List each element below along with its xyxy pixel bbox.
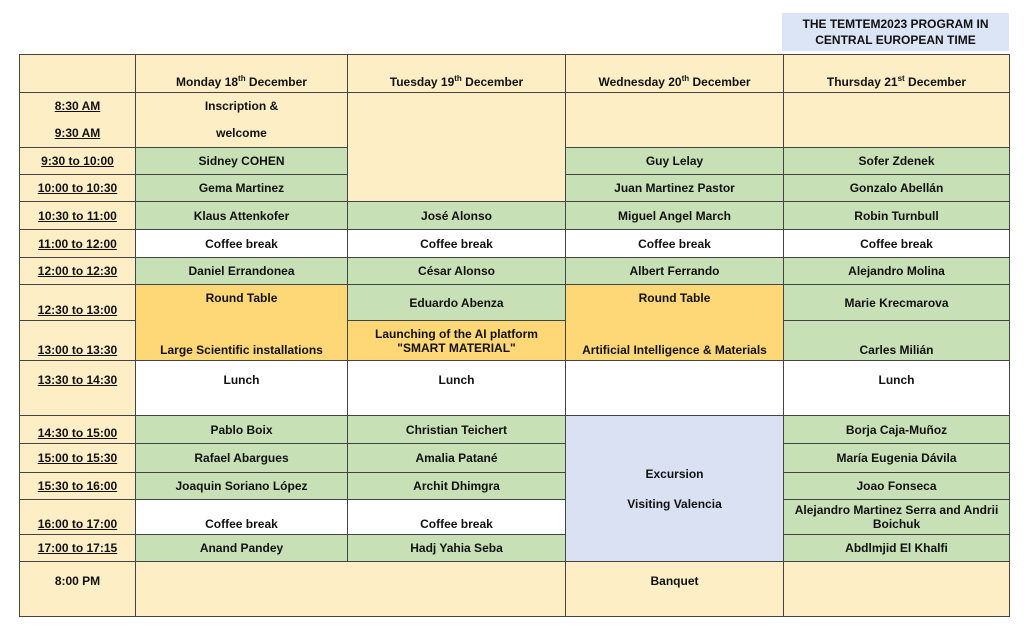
thursday-session: Joao Fonseca [784,473,1010,500]
monday-session: Klaus Attenkofer [136,202,348,230]
wednesday-excursion [566,416,784,562]
time-cell: 10:30 to 11:00 [20,202,136,230]
thursday-session: Marie Krecmarova [784,285,1010,321]
wednesday-session: Albert Ferrando [566,258,784,285]
monday-session: Joaquin Soriano López [136,473,348,500]
schedule-table [19,54,1010,617]
monday-session: Sidney COHEN [136,148,348,175]
time-cell: 11:00 to 12:00 [20,230,136,258]
monday-session: Daniel Errandonea [136,258,348,285]
thursday-session: Alejandro Molina [784,258,1010,285]
table-row [20,535,1010,562]
thursday-session: Alejandro Martinez Serra and Andrii Boichuk [784,500,1010,535]
tuesday-ai-launch: Launching of the AI platform "SMART MATERIAL" [348,321,566,361]
banner-line-1: THE TEMTEM2023 PROGRAM IN [802,17,989,31]
round-table-label: Round Table [638,291,711,305]
program-banner [782,13,1009,51]
thursday-session: Carles Milián [784,321,1010,361]
wednesday-morning-empty [566,93,784,148]
time-cell: 8:30 AM 9:30 AM [20,93,136,148]
round-table-topic: Large Scientific installations [160,343,323,357]
monday-inscription: Inscription & welcome [136,93,348,148]
table-row [20,230,1010,258]
thursday-session: Sofer Zdenek [784,148,1010,175]
table-row [20,361,1010,416]
tuesday-lunch: Lunch [348,361,566,416]
thursday-coffee-break: Coffee break [784,230,1010,258]
table-row [20,500,1010,535]
day-header-thursday: Thursday 21st December [784,55,1010,93]
thursday-evening-empty [784,562,1010,617]
wednesday-session: Juan Martinez Pastor [566,175,784,202]
table-row [20,285,1010,321]
monday-lunch: Lunch [136,361,348,416]
day-header-monday: Monday 18th December [136,55,348,93]
monday-session: Pablo Boix [136,416,348,444]
table-row [20,562,1010,617]
monday-round-table [136,285,348,361]
table-row [20,93,1010,148]
time-cell: 10:00 to 10:30 [20,175,136,202]
time-cell: 14:30 to 15:00 [20,416,136,444]
thursday-session: Borja Caja-Muñoz [784,416,1010,444]
banner-line-2: CENTRAL EUROPEAN TIME [815,33,976,47]
day-header-wednesday: Wednesday 20th December [566,55,784,93]
table-row [20,473,1010,500]
thursday-session: Abdlmjid El Khalfi [784,535,1010,562]
wednesday-banquet: Banquet [566,562,784,617]
time-cell: 13:00 to 13:30 [20,321,136,361]
tuesday-session: Amalia Patané [348,444,566,473]
wednesday-lunch-empty [566,361,784,416]
thursday-session: Gonzalo Abellán [784,175,1010,202]
monday-coffee-break: Coffee break [136,230,348,258]
time-cell: 13:30 to 14:30 [20,361,136,416]
table-row [20,416,1010,444]
tuesday-session: José Alonso [348,202,566,230]
wednesday-session: Guy Lelay [566,148,784,175]
time-cell: 15:30 to 16:00 [20,473,136,500]
thursday-session: Robin Turnbull [784,202,1010,230]
day-header-tuesday: Tuesday 19th December [348,55,566,93]
time-cell: 12:00 to 12:30 [20,258,136,285]
tuesday-session: Christian Teichert [348,416,566,444]
time-cell: 12:30 to 13:00 [20,285,136,321]
monday-session: Rafael Abargues [136,444,348,473]
time-cell: 15:00 to 15:30 [20,444,136,473]
header-row [20,55,1010,93]
excursion-detail: Visiting Valencia [627,496,722,511]
table-row [20,202,1010,230]
tuesday-session: César Alonso [348,258,566,285]
tuesday-morning-empty [348,93,566,202]
evening-empty [136,562,566,617]
wednesday-session: Miguel Angel March [566,202,784,230]
excursion-label: Excursion [645,466,704,481]
thursday-morning-empty [784,93,1010,148]
time-cell: 17:00 to 17:15 [20,535,136,562]
header-corner [20,55,136,93]
table-row [20,258,1010,285]
thursday-session: María Eugenia Dávila [784,444,1010,473]
thursday-lunch: Lunch [784,361,1010,416]
table-row [20,444,1010,473]
monday-coffee-break: Coffee break [136,500,348,535]
time-cell: 9:30 to 10:00 [20,148,136,175]
tuesday-session: Eduardo Abenza [348,285,566,321]
tuesday-coffee-break: Coffee break [348,500,566,535]
wednesday-coffee-break: Coffee break [566,230,784,258]
tuesday-session: Archit Dhimgra [348,473,566,500]
round-table-label: Round Table [205,291,278,305]
wednesday-round-table [566,285,784,361]
monday-session: Anand Pandey [136,535,348,562]
tuesday-coffee-break: Coffee break [348,230,566,258]
round-table-topic: Artificial Intelligence & Materials [582,343,767,357]
monday-session: Gema Martinez [136,175,348,202]
time-cell: 8:00 PM [20,562,136,617]
time-cell: 16:00 to 17:00 [20,500,136,535]
tuesday-session: Hadj Yahia Seba [348,535,566,562]
